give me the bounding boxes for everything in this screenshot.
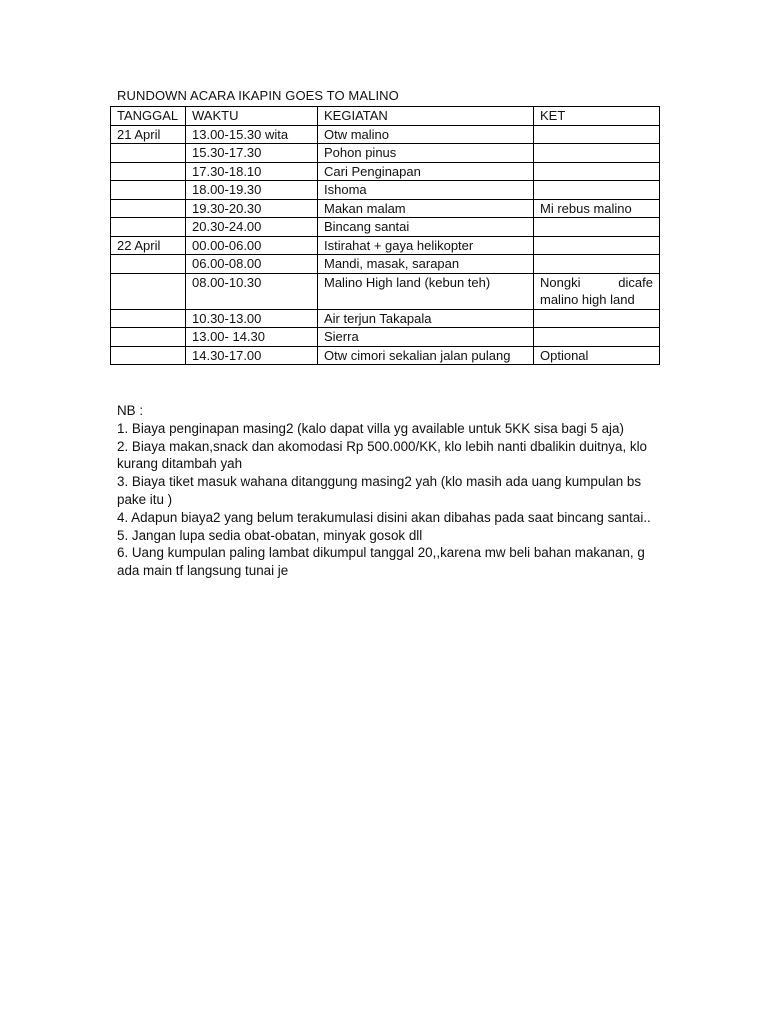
cell-ket [534,162,660,181]
notes-heading: NB : [117,403,144,418]
table-row [111,144,660,163]
cell-kegiatan: Pohon pinus [318,144,534,163]
note-item: 5. Jangan lupa sedia obat-obatan, minyak gosok dll [117,527,423,543]
cell-tanggal [111,309,186,328]
cell-kegiatan: Malino High land (kebun teh) [318,273,534,309]
cell-ket: Mi rebus malino [534,199,660,218]
cell-tanggal [111,162,186,181]
column-header-waktu: WAKTU [186,107,318,126]
cell-tanggal: 21 April [111,125,186,144]
note-item: 2. Biaya makan,snack dan akomodasi Rp 500.000/KK, klo lebih nanti dbalikin duitnya, klo kurang ditambah yah [117,438,647,472]
table-row [111,162,660,181]
cell-tanggal [111,273,186,309]
column-header-ket: KET [534,107,660,126]
notes-section [117,402,662,580]
note-item: 6. Uang kumpulan paling lambat dikumpul tanggal 20,,karena mw beli bahan makanan, g ada main tf langsung tunai je [117,545,645,579]
cell-ket [534,125,660,144]
table-row [111,236,660,255]
cell-kegiatan: Ishoma [318,181,534,200]
table-row [111,218,660,237]
cell-waktu: 13.00-15.30 wita [186,125,318,144]
note-item: 1. Biaya penginapan masing2 (kalo dapat villa yg available untuk 5KK sisa bagi 5 aja) [117,420,624,436]
column-header-tanggal: TANGGAL [111,107,186,126]
table-row [111,181,660,200]
cell-kegiatan: Air terjun Takapala [318,309,534,328]
cell-ket [534,144,660,163]
table-row [111,273,660,309]
cell-waktu: 15.30-17.30 [186,144,318,163]
cell-tanggal [111,346,186,365]
cell-tanggal [111,218,186,237]
cell-tanggal [111,328,186,347]
table-row [111,255,660,274]
cell-tanggal: 22 April [111,236,186,255]
cell-ket [534,309,660,328]
cell-waktu: 14.30-17.00 [186,346,318,365]
table-row [111,328,660,347]
cell-ket [534,255,660,274]
table-row [111,309,660,328]
table-row [111,346,660,365]
cell-ket: Optional [534,346,660,365]
cell-waktu: 17.30-18.10 [186,162,318,181]
cell-tanggal [111,255,186,274]
cell-waktu: 08.00-10.30 [186,273,318,309]
document-title: RUNDOWN ACARA IKAPIN GOES TO MALINO [117,88,399,103]
cell-tanggal [111,181,186,200]
cell-ket [534,218,660,237]
cell-ket [534,181,660,200]
cell-kegiatan: Sierra [318,328,534,347]
cell-waktu: 13.00- 14.30 [186,328,318,347]
cell-ket: Nongki dicafe malino high land [534,273,660,309]
column-header-kegiatan: KEGIATAN [318,107,534,126]
cell-kegiatan: Cari Penginapan [318,162,534,181]
rundown-table [110,106,660,365]
cell-waktu: 00.00-06.00 [186,236,318,255]
cell-waktu: 18.00-19.30 [186,181,318,200]
cell-tanggal [111,144,186,163]
cell-ket [534,236,660,255]
cell-kegiatan: Makan malam [318,199,534,218]
cell-waktu: 20.30-24.00 [186,218,318,237]
cell-kegiatan: Otw cimori sekalian jalan pulang [318,346,534,365]
cell-waktu: 06.00-08.00 [186,255,318,274]
table-row [111,125,660,144]
table-header-row [111,107,660,126]
cell-kegiatan: Mandi, masak, sarapan [318,255,534,274]
note-item: 4. Adapun biaya2 yang belum terakumulasi disini akan dibahas pada saat bincang santai.. [117,509,651,525]
cell-kegiatan: Bincang santai [318,218,534,237]
note-item: 3. Biaya tiket masuk wahana ditanggung masing2 yah (klo masih ada uang kumpulan bs pake itu ) [117,474,642,507]
cell-waktu: 19.30-20.30 [186,199,318,218]
table-row [111,199,660,218]
cell-kegiatan: Istirahat + gaya helikopter [318,236,534,255]
cell-ket [534,328,660,347]
cell-kegiatan: Otw malino [318,125,534,144]
cell-waktu: 10.30-13.00 [186,309,318,328]
cell-tanggal [111,199,186,218]
